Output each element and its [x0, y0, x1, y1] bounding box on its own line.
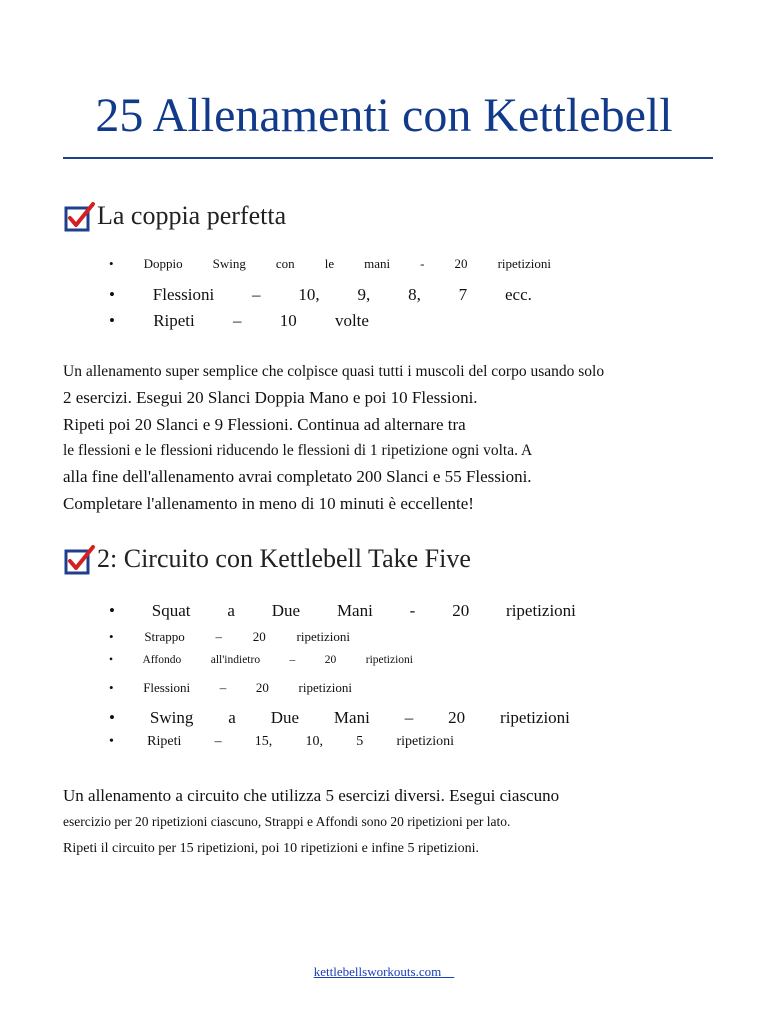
bullet-word: Swing — [149, 708, 194, 727]
bullet-word: ripetizioni — [396, 734, 454, 749]
bullet-word: ecc. — [505, 285, 532, 304]
s2-paragraph-line: esercizio per 20 ripetizioni ciascuno, Strappi e Affondi sono 20 ripetizioni per lato. — [63, 814, 511, 829]
footer-link-text[interactable]: kettlebellsworkouts.com — [313, 964, 442, 979]
bullet-word: 9, — [357, 285, 371, 304]
bullet-word: 20 — [324, 654, 337, 666]
bullet-word: 10, — [305, 734, 324, 749]
s2-bullet-6 — [109, 734, 454, 750]
bullet-word: 5 — [356, 734, 364, 749]
s1-paragraph-line: Un allenamento super semplice che colpisce quasi tutti i muscoli del corpo usando solo — [63, 363, 605, 380]
s1-paragraph-line: 2 esercizi. Esegui 20 Slanci Doppia Mano e poi 10 Flessioni. — [63, 388, 478, 407]
s1-bullet-2 — [109, 285, 532, 305]
bullet-word: – — [404, 708, 414, 727]
bullet-dot: • — [109, 629, 114, 644]
bullet-word: – — [219, 680, 227, 695]
title-divider — [63, 157, 713, 159]
bullet-word: Doppio — [143, 256, 183, 271]
s2-bullet-3 — [109, 654, 413, 666]
s1-paragraph-line: Completare l'allenamento in meno di 10 minuti è eccellente! — [63, 494, 474, 513]
bullet-word: – — [232, 311, 242, 330]
section-2-heading: 2: Circuito con Kettlebell Take Five — [97, 544, 471, 573]
s1-bullet-3 — [109, 311, 369, 331]
s2-bullet-1 — [109, 601, 576, 621]
s2-paragraph-line: Ripeti il circuito per 15 ripetizioni, poi 10 ripetizioni e infine 5 ripetizioni. — [63, 841, 480, 856]
bullet-word: - — [420, 256, 425, 271]
s1-bullet-1 — [109, 256, 551, 272]
bullet-word: Due — [270, 708, 300, 727]
bullet-word: – — [252, 285, 261, 304]
bullet-dot: • — [109, 654, 114, 666]
checked-box-icon — [64, 544, 96, 576]
bullet-word: – — [289, 654, 296, 666]
bullet-word: a — [227, 601, 235, 620]
bullet-word: 20 — [454, 256, 468, 271]
s1-paragraph-line: alla fine dell'allenamento avrai completato 200 Slanci e 55 Flessioni. — [63, 467, 532, 486]
bullet-word: 7 — [458, 285, 468, 304]
bullet-dot: • — [109, 680, 114, 695]
bullet-word: – — [214, 734, 222, 749]
bullet-word: 10, — [298, 285, 320, 304]
bullet-dot: • — [109, 311, 115, 330]
bullet-word: 20 — [452, 601, 470, 620]
document-title: 25 Allenamenti con Kettlebell — [95, 89, 673, 142]
checked-box-icon — [64, 201, 96, 233]
bullet-word: 15, — [254, 734, 273, 749]
bullet-word: le — [324, 256, 335, 271]
section-1-heading: La coppia perfetta — [97, 201, 287, 230]
footer-website-link[interactable] — [0, 964, 768, 980]
bullet-word: all'indietro — [210, 654, 261, 666]
bullet-word: 10 — [279, 311, 297, 330]
bullet-word: 20 — [252, 629, 266, 644]
bullet-word: ripetizioni — [365, 654, 413, 666]
bullet-word: ripetizioni — [500, 708, 570, 727]
bullet-word: mani — [364, 256, 391, 271]
bullet-word: a — [228, 708, 236, 727]
bullet-dot: • — [109, 734, 114, 749]
bullet-word: ripetizioni — [298, 680, 352, 695]
bullet-word: Swing — [212, 256, 246, 271]
bullet-word: Ripeti — [153, 311, 195, 330]
bullet-dot: • — [109, 285, 115, 304]
bullet-word: Flessioni — [152, 285, 215, 304]
bullet-word: Affondo — [142, 654, 182, 666]
bullet-word: Squat — [151, 601, 191, 620]
bullet-word: Ripeti — [147, 734, 182, 749]
bullet-word: 20 — [255, 680, 269, 695]
bullet-dot: • — [109, 601, 115, 620]
s1-paragraph-line: Ripeti poi 20 Slanci e 9 Flessioni. Continua ad alternare tra — [63, 415, 466, 434]
bullet-word: Mani — [336, 601, 373, 620]
bullet-word: ripetizioni — [506, 601, 576, 620]
bullet-word: Mani — [333, 708, 370, 727]
s1-paragraph-line: le flessioni e le flessioni riducendo le flessioni di 1 ripetizione ogni volta. A — [63, 442, 533, 459]
bullet-word: con — [275, 256, 295, 271]
bullet-word: Due — [271, 601, 301, 620]
bullet-word: 8, — [408, 285, 421, 304]
bullet-word: ripetizioni — [497, 256, 551, 271]
bullet-word: ripetizioni — [296, 629, 350, 644]
s2-paragraph-line: Un allenamento a circuito che utilizza 5 esercizi diversi. Esegui ciascuno — [63, 786, 560, 805]
bullet-word: Flessioni — [143, 680, 191, 695]
bullet-word: - — [409, 601, 416, 620]
s2-bullet-4 — [109, 680, 352, 696]
bullet-word: Strappo — [144, 629, 185, 644]
s2-bullet-5 — [109, 708, 570, 728]
bullet-word: volte — [334, 311, 369, 330]
bullet-dot: • — [109, 256, 114, 271]
s2-bullet-2 — [109, 629, 350, 645]
bullet-word: 20 — [448, 708, 466, 727]
bullet-word: – — [215, 629, 223, 644]
bullet-dot: • — [109, 708, 115, 727]
